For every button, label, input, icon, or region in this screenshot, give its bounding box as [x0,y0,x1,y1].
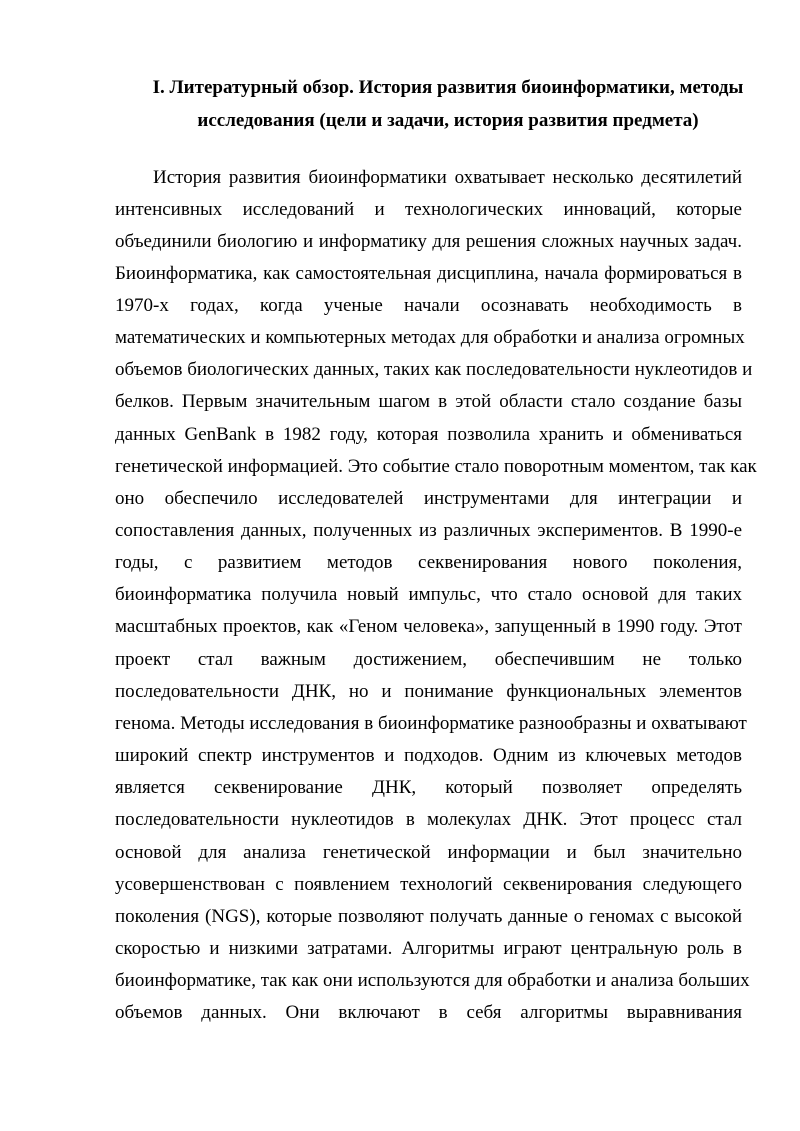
paragraph-line: объемов биологических данных, таких как последовательности нуклеотидов и [115,359,753,380]
paragraph-line: генома. Методы исследования в биоинформатике разнообразны и охватывают [115,713,747,734]
paragraph-line: основой для анализа генетической информации и был значительно [115,842,742,863]
paragraph-line: генетической информацией. Это событие стало поворотным моментом, так как [115,456,757,477]
paragraph-line: интенсивных исследований и технологических инноваций, которые [115,199,742,220]
paragraph-line: Биоинформатика, как самостоятельная дисциплина, начала формироваться в [115,263,742,284]
paragraph-line: является секвенирование ДНК, который позволяет определять [115,777,742,798]
paragraph-line: последовательности ДНК, но и понимание функциональных элементов [115,681,742,702]
paragraph-line: История развития биоинформатики охватывает несколько десятилетий [153,167,742,188]
section-heading-line-2: исследования (цели и задачи, история развития предмета) [197,110,699,131]
paragraph-line: белков. Первым значительным шагом в этой области стало создание базы [115,391,742,412]
paragraph-line: оно обеспечило исследователей инструментами для интеграции и [115,488,742,509]
paragraph-line: сопоставления данных, полученных из различных экспериментов. В 1990-е [115,520,742,541]
paragraph-line: усовершенствован с появлением технологий секвенирования следующего [115,874,742,895]
paragraph-line: масштабных проектов, как «Геном человека», запущенный в 1990 году. Этот [115,616,742,637]
paragraph-line: объемов данных. Они включают в себя алгоритмы выравнивания [115,1002,742,1023]
paragraph-line: последовательности нуклеотидов в молекулах ДНК. Этот процесс стал [115,809,742,830]
paragraph-line: 1970-х годах, когда ученые начали осознавать необходимость в [115,295,742,316]
paragraph-line: широкий спектр инструментов и подходов. Одним из ключевых методов [115,745,742,766]
paragraph-line: данных GenBank в 1982 году, которая позволила хранить и обмениваться [115,424,742,445]
paragraph-line: проект стал важным достижением, обеспечившим не только [115,649,742,670]
paragraph-line: объединили биологию и информатику для решения сложных научных задач. [115,231,742,252]
paragraph-line: биоинформатике, так как они используются для обработки и анализа больших [115,970,750,991]
paragraph-line: поколения (NGS), которые позволяют получать данные о геномах с высокой [115,906,742,927]
paragraph-line: математических и компьютерных методах для обработки и анализа огромных [115,327,745,348]
paragraph-line: биоинформатика получила новый импульс, что стало основой для таких [115,584,742,605]
section-heading-line-1: I. Литературный обзор. История развития биоинформатики, методы [152,77,744,98]
paragraph-line: годы, с развитием методов секвенирования нового поколения, [115,552,742,573]
paragraph-line: скоростью и низкими затратами. Алгоритмы играют центральную роль в [115,938,742,959]
